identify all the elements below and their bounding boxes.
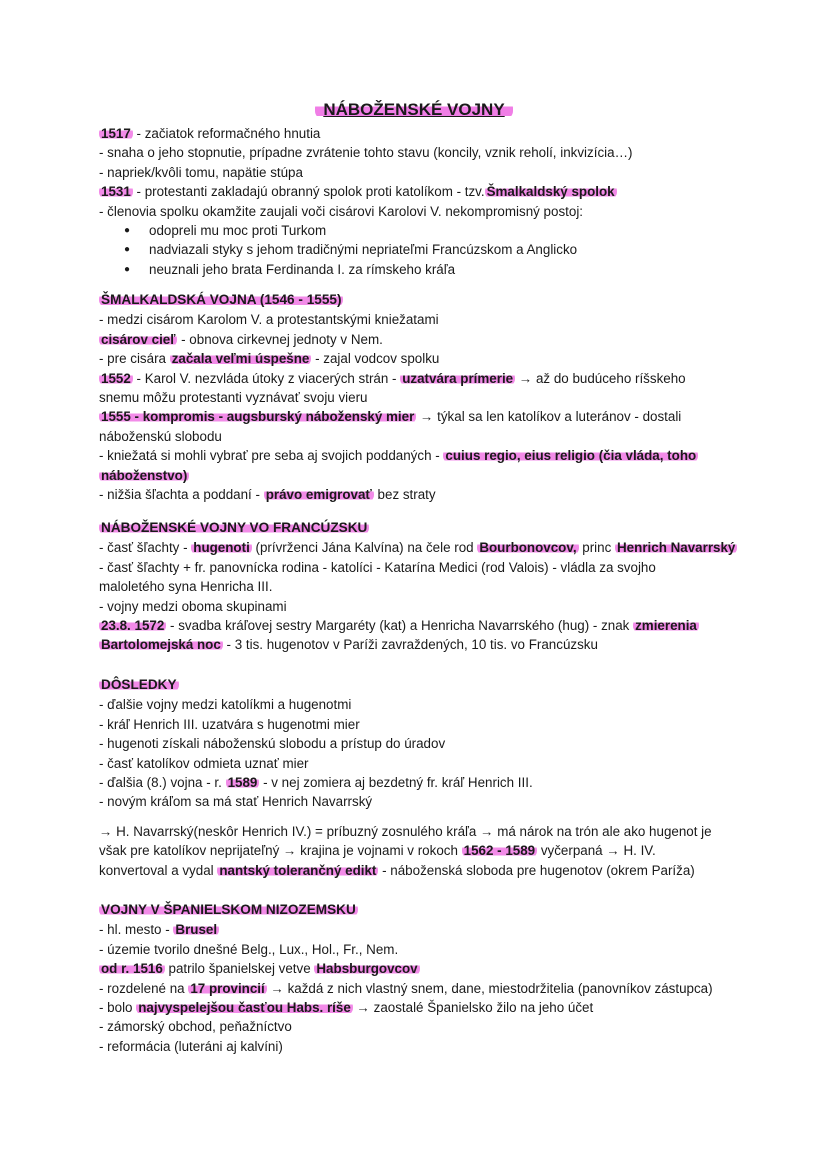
- highlight: zmierenia: [635, 618, 697, 634]
- highlight: najvyspelejšou časťou Habs. ríše: [138, 1000, 351, 1016]
- highlight: 1531: [101, 184, 131, 200]
- list-item: ● odopreli mu moc proti Turkom: [143, 221, 749, 240]
- line: však pre katolíkov neprijateľný → krajina je vojnami v rokoch 1562 - 1589 vyčerpaná → H. IV.: [99, 843, 656, 859]
- section-heading: VOJNY V ŠPANIELSKOM NIZOZEMSKU: [101, 902, 356, 917]
- line: - medzi cisárom Karolom V. a protestantskými kniežatami: [99, 312, 439, 328]
- line: - bolo najvyspelejšou časťou Habs. ríše → zaostalé Španielsko žilo na jeho účet: [99, 1000, 594, 1016]
- line: - členovia spolku okamžite zaujali voči cisárovi Karolovi V. nekompromisný postoj:: [99, 203, 584, 219]
- line: - novým kráľom sa má stať Henrich Navarrský: [99, 794, 373, 810]
- line: - hl. mesto - Brusel: [99, 922, 218, 938]
- intro-section: [99, 124, 749, 279]
- line: - časť katolíkov odmieta uznať mier: [99, 755, 309, 771]
- line: - vojny medzi oboma skupinami: [99, 598, 287, 614]
- highlight: Henrich Navarrský: [617, 540, 736, 556]
- line: 1517 - začiatok reformačného hnutia: [101, 126, 321, 141]
- line: - pre cisára začala veľmi úspešne - zajal vodcov spolku: [99, 351, 440, 367]
- consequences-section: [99, 675, 749, 812]
- highlight: cuius regio, eius religio (čia vláda, toho: [445, 448, 697, 464]
- line: - časť šľachty + fr. panovnícka rodina - katolíci - Katarína Medici (rod Valois) - vládla za svojho: [99, 559, 656, 575]
- highlight: právo emigrovať: [265, 487, 372, 503]
- highlight: Bartolomejská noc: [101, 637, 221, 653]
- line: - snaha o jeho stopnutie, prípadne zvrátenie tohto stavu (koncily, vznik reholí, inkvizícia…): [99, 145, 633, 161]
- line: - ďalšie vojny medzi katolíkmi a hugenotmi: [99, 697, 352, 713]
- highlight: 1555 - kompromis - augsburský náboženský mier: [101, 409, 415, 425]
- highlight: 23.8. 1572: [101, 618, 165, 634]
- line: - časť šľachty - hugenoti (prívrženci Jána Kalvína) na čele rod Bourbonovcov, princ Henrich Navarrský: [99, 540, 736, 556]
- highlight: cisárov cieľ: [101, 331, 176, 347]
- highlight: uzatvára prímerie: [402, 370, 514, 386]
- highlight: 1517: [101, 126, 131, 141]
- highlight: Šmalkaldský spolok: [486, 184, 615, 200]
- france-wars-section: [99, 518, 749, 655]
- line: - kráľ Henrich III. uzatvára s hugenotmi mier: [99, 716, 360, 732]
- section-heading: NÁBOŽENSKÉ VOJNY VO FRANCÚZSKU: [101, 520, 368, 535]
- highlight: 1562 - 1589: [463, 843, 536, 859]
- smalkald-war-section: [99, 290, 749, 504]
- highlight: Brusel: [175, 922, 218, 938]
- line: snemu môžu protestanti vyznávať svoju vieru: [99, 390, 368, 406]
- highlight: od r. 1516: [101, 961, 163, 977]
- line: maloletého syna Henricha III.: [99, 579, 273, 595]
- line: - reformácia (luteráni aj kalvíni): [99, 1038, 283, 1054]
- line: 1552 - Karol V. nezvláda útoky z viacerých strán - uzatvára prímerie → až do budúceho ríšskeho: [101, 370, 686, 386]
- section-heading: DÔSLEDKY: [101, 677, 177, 692]
- highlight: nantský tolerančný edikt: [219, 862, 377, 878]
- line: - nižšia šľachta a poddaní - právo emigrovať bez straty: [99, 487, 436, 503]
- highlight: začala veľmi úspešne: [171, 351, 310, 367]
- line: - rozdelené na 17 provincií → každá z nich vlastný snem, dane, miestodržitelia (panovníkov zástupca): [99, 980, 713, 996]
- highlight: 1589: [227, 775, 258, 791]
- line: cisárov cieľ - obnova cirkevnej jednoty v Nem.: [101, 331, 383, 347]
- line: - ďalšia (8.) vojna - r. 1589 - v nej zomiera aj bezdetný fr. kráľ Henrich III.: [99, 775, 533, 791]
- highlight: hugenoti: [193, 540, 250, 556]
- section-heading: ŠMALKALDSKÁ VOJNA (1546 - 1555): [101, 292, 342, 307]
- highlight: Habsburgovcov: [316, 961, 418, 977]
- line: konvertoval a vydal nantský tolerančný edikt - náboženská sloboda pre hugenotov (okrem Paríža): [99, 862, 695, 878]
- line: - kniežatá si mohli vybrať pre seba aj svojich poddaných - cuius regio, eius religio (čia vláda, toho: [99, 448, 697, 464]
- highlight: 1552: [101, 370, 131, 386]
- netherlands-section: [99, 900, 749, 1056]
- highlight: Bourbonovcov,: [479, 540, 577, 556]
- highlight: náboženstvo): [101, 467, 188, 483]
- line: náboženskú slobodu: [99, 428, 222, 444]
- line: [99, 466, 749, 485]
- line: od r. 1516 patrilo španielskej vetve Habsburgovcov: [101, 961, 418, 977]
- list-item: ● neuznali jeho brata Ferdinanda I. za rímskeho kráľa: [143, 260, 749, 279]
- line: 1555 - kompromis - augsburský náboženský mier → týkal sa len katolíkov a luteránov - dostali: [101, 409, 682, 425]
- line: - zámorský obchod, peňažníctvo: [99, 1019, 292, 1035]
- highlight: 17 provincií: [190, 980, 265, 996]
- bullet-list: [99, 221, 749, 279]
- list-item: ● nadviazali styky s jehom tradičnými nepriateľmi Francúzskom a Anglicko: [143, 240, 749, 259]
- line: → H. Navarrský(neskôr Henrich IV.) = príbuzný zosnulého kráľa → má nárok na trón ale ako hugenot je: [99, 824, 712, 839]
- line: - územie tvorilo dnešné Belg., Lux., Hol., Fr., Nem.: [99, 941, 399, 957]
- navarre-paragraph: [99, 822, 749, 880]
- line: - napriek/kvôli tomu, napätie stúpa: [99, 164, 303, 180]
- line: 23.8. 1572 - svadba kráľovej sestry Margaréty (kat) a Henricha Navarrského (hug) - znak zmierenia: [101, 618, 697, 634]
- page-title: NÁBOŽENSKÉ VOJNY: [0, 100, 828, 120]
- line: - hugenoti získali náboženskú slobodu a prístup do úradov: [99, 736, 446, 752]
- line: Bartolomejská noc - 3 tis. hugenotov v Paríži zavraždených, 10 tis. vo Francúzsku: [101, 637, 598, 653]
- line: 1531 - protestanti zakladajú obranný spolok proti katolíkom - tzv. Šmalkaldský spolok: [101, 184, 615, 200]
